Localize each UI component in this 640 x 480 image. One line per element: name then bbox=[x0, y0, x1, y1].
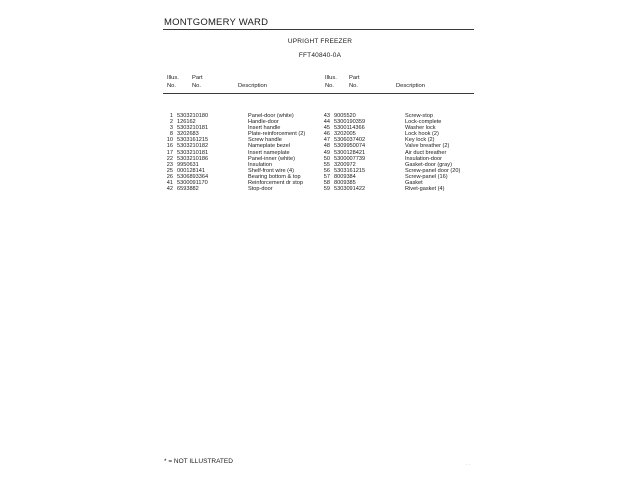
illus-number: 45 bbox=[323, 125, 330, 132]
illus-number: 59 bbox=[323, 186, 330, 193]
left-parts-list bbox=[161, 113, 321, 192]
part-description: Panel-door (white) bbox=[248, 113, 294, 119]
part-description: Screw-panel door (20) bbox=[405, 167, 461, 174]
part-number: 3202005 bbox=[334, 131, 356, 138]
illus-number: 8 bbox=[169, 131, 173, 138]
part-number: 9950631 bbox=[177, 161, 199, 168]
part-description: Bearing bottom & top bbox=[248, 173, 301, 180]
part-description: Lock hook (2) bbox=[405, 131, 439, 138]
part-no-heading: Part No. bbox=[349, 75, 360, 89]
column-heading-rule bbox=[163, 93, 474, 94]
part-description: Screw-stop bbox=[405, 113, 433, 119]
part-description: Washer lock bbox=[405, 125, 436, 132]
part-description: Insert nameplate bbox=[248, 149, 290, 156]
part-number: 5309950074 bbox=[334, 143, 366, 150]
part-description: Screw handle bbox=[248, 137, 282, 144]
part-number: 5303210180 bbox=[177, 113, 209, 119]
part-number: 5300114366 bbox=[334, 125, 365, 132]
brand-name: MONTGOMERY WARD bbox=[164, 17, 269, 28]
illus-number: 3 bbox=[169, 125, 173, 132]
part-number: 5303210181 bbox=[177, 125, 209, 132]
part-number: 000128141 bbox=[177, 167, 205, 174]
part-description: Gasket bbox=[405, 180, 423, 187]
part-number: 5306893364 bbox=[177, 173, 209, 180]
right-parts-list bbox=[318, 113, 478, 192]
part-number: 5303210186 bbox=[177, 155, 209, 162]
part-no-heading: Part No. bbox=[192, 75, 203, 89]
part-number: 3202683 bbox=[177, 131, 199, 138]
part-description: Insulation-door bbox=[405, 155, 443, 162]
part-description: Insert handle bbox=[248, 125, 281, 132]
part-number: 5303161215 bbox=[334, 167, 366, 174]
description-heading: Description bbox=[238, 83, 267, 89]
part-description: Gasket-door (gray) bbox=[405, 161, 452, 168]
illus-number: 16 bbox=[166, 143, 173, 150]
part-description: Key lock (2) bbox=[405, 137, 435, 144]
illus-number: 48 bbox=[323, 143, 330, 150]
part-description: Rivet-gasket (4) bbox=[405, 186, 445, 193]
illus-number: 25 bbox=[166, 167, 173, 174]
illus-heading: Illus. No. bbox=[167, 75, 179, 89]
illus-number: 10 bbox=[166, 137, 173, 144]
model-number: FFT40840-0A bbox=[298, 52, 342, 59]
header-rule bbox=[163, 29, 474, 30]
part-description: Shelf-front wire (4) bbox=[248, 167, 295, 174]
illus-number: 1 bbox=[169, 113, 173, 119]
part-number: 5300091170 bbox=[177, 180, 208, 187]
illus-number: 58 bbox=[323, 180, 330, 187]
part-number: 8009385 bbox=[334, 180, 356, 187]
illus-number: 50 bbox=[323, 155, 330, 162]
illus-number: 22 bbox=[166, 155, 173, 162]
part-description: Nameplate bezel bbox=[248, 143, 290, 150]
part-description: Panel-inner (white) bbox=[248, 155, 295, 162]
part-number: 6593882 bbox=[177, 186, 199, 193]
part-number: 5300007739 bbox=[334, 155, 366, 162]
part-number: 3200972 bbox=[334, 161, 356, 168]
part-number: 5303210182 bbox=[177, 143, 209, 150]
illus-number: 47 bbox=[323, 137, 330, 144]
illus-number: 55 bbox=[323, 161, 330, 168]
part-number: 5303091422 bbox=[334, 186, 366, 193]
part-number: 5300128421 bbox=[334, 149, 366, 156]
left-column-headings bbox=[167, 74, 317, 92]
illus-number: 57 bbox=[323, 173, 330, 180]
illus-number: 44 bbox=[323, 119, 330, 126]
description-heading: Description bbox=[396, 83, 425, 89]
part-number: 9005520 bbox=[334, 113, 356, 119]
part-number: 8009384 bbox=[334, 173, 356, 180]
part-description: Lock-complete bbox=[405, 119, 442, 126]
part-row bbox=[318, 186, 478, 192]
part-description: Reinforcement dr stop bbox=[248, 180, 304, 187]
footnote: * = NOT ILLUSTRATED bbox=[164, 458, 233, 465]
illus-number: 43 bbox=[323, 113, 330, 119]
scan-speck: · · bbox=[466, 462, 471, 468]
part-row bbox=[161, 186, 321, 192]
illus-number: 17 bbox=[166, 149, 173, 156]
illus-number: 23 bbox=[166, 161, 173, 168]
illus-heading: Illus. No. bbox=[325, 75, 337, 89]
part-number: 126162 bbox=[177, 119, 196, 126]
part-number: 5300190359 bbox=[334, 119, 366, 126]
illus-number: 49 bbox=[323, 149, 330, 156]
part-number: 5303161215 bbox=[177, 137, 209, 144]
part-number: 5306037402 bbox=[334, 137, 366, 144]
illus-number: 26 bbox=[166, 173, 173, 180]
right-column-headings bbox=[325, 74, 475, 92]
part-description: Plate-reinforcement (2) bbox=[248, 131, 306, 138]
part-description: Stop-door bbox=[248, 186, 273, 193]
part-description: Air duct breather bbox=[405, 149, 447, 156]
document-title: UPRIGHT FREEZER bbox=[287, 38, 353, 45]
part-description: Handle-door bbox=[248, 119, 279, 126]
illus-number: 42 bbox=[166, 186, 173, 193]
part-description: Screw-panel (16) bbox=[405, 173, 448, 180]
part-description: Valve breather (2) bbox=[405, 143, 450, 150]
illus-number: 46 bbox=[323, 131, 330, 138]
part-number: 5303210181 bbox=[177, 149, 209, 156]
illus-number: 41 bbox=[166, 180, 173, 187]
illus-number: 56 bbox=[323, 167, 330, 174]
illus-number: 2 bbox=[169, 119, 173, 126]
part-description: Insulation bbox=[248, 161, 272, 168]
